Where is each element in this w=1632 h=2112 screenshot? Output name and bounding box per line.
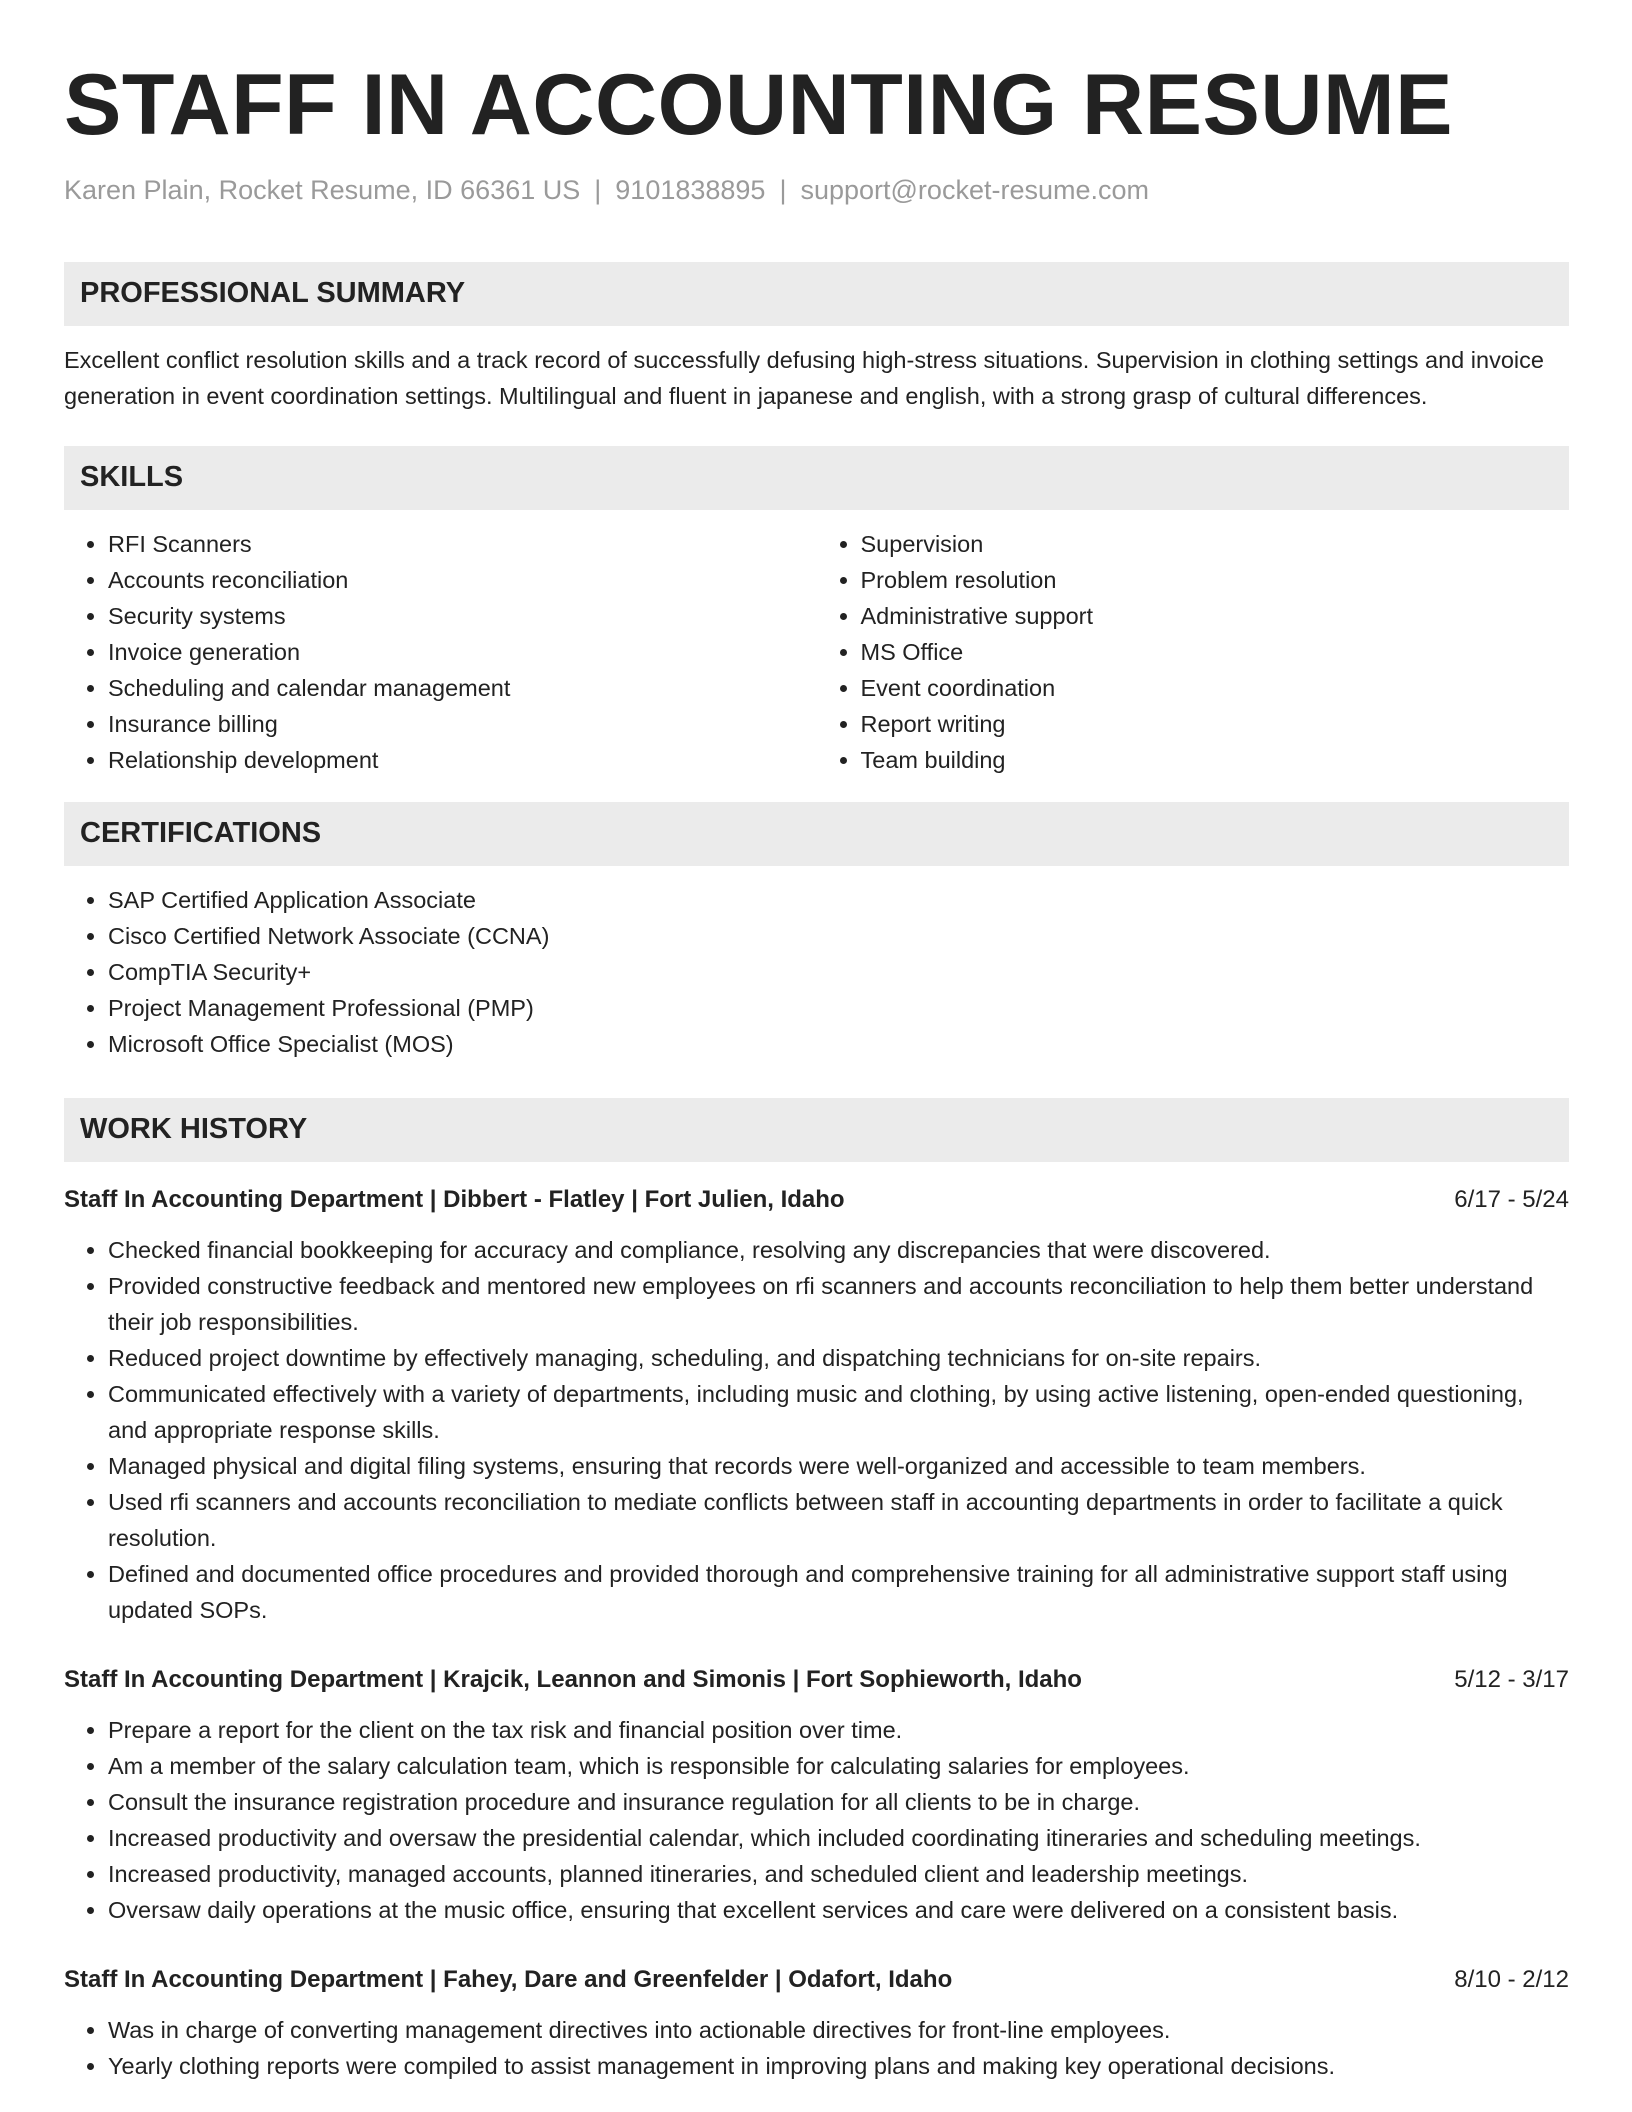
job-bullet: • Yearly clothing reports were compiled to assist management in improving plans and making key operational decisions. [108, 2048, 1569, 2084]
job-bullets [64, 1232, 1569, 1628]
certification-item: • CompTIA Security+ [108, 954, 1569, 990]
contact-address: Karen Plain, Rocket Resume, ID 66361 US [64, 174, 581, 205]
skills-columns [64, 510, 1569, 778]
skill-item: • Report writing [861, 706, 1570, 742]
certification-item: • Project Management Professional (PMP) [108, 990, 1569, 1026]
contact-phone: 9101838895 [615, 174, 766, 205]
section-header-skills: SKILLS [64, 446, 1569, 510]
job-bullet: • Communicated effectively with a variety of departments, including music and clothing, by using active listening, open-ended questioning, and appropriate response skills. [108, 1376, 1569, 1448]
skill-item: • MS Office [861, 634, 1570, 670]
job-bullet: • Was in charge of converting management directives into actionable directives for front-line employees. [108, 2012, 1569, 2048]
skill-item: • Insurance billing [108, 706, 817, 742]
job-bullet: • Defined and documented office procedures and provided thorough and comprehensive training for all administrative support staff using updated SOPs. [108, 1556, 1569, 1628]
skill-item: • Security systems [108, 598, 817, 634]
job-bullets [64, 1712, 1569, 1928]
job-dates: 8/10 - 2/12 [1454, 1965, 1569, 1993]
job-dates: 5/12 - 3/17 [1454, 1665, 1569, 1693]
job-bullet: • Increased productivity and oversaw the presidential calendar, which included coordinating itineraries and scheduling meetings. [108, 1820, 1569, 1856]
certification-item: • Cisco Certified Network Associate (CCNA) [108, 918, 1569, 954]
job-bullets [64, 2012, 1569, 2084]
job-bullet: • Provided constructive feedback and mentored new employees on rfi scanners and accounts reconciliation to help them better understand their job responsibilities. [108, 1268, 1569, 1340]
skill-item: • RFI Scanners [108, 526, 817, 562]
certifications-list [64, 882, 1569, 1062]
job-title: Staff In Accounting Department | Krajcik, Leannon and Simonis | Fort Sophieworth, Idaho [64, 1665, 1082, 1693]
job-title: Staff In Accounting Department | Dibbert - Flatley | Fort Julien, Idaho [64, 1185, 845, 1213]
job-header [64, 1662, 1569, 1698]
contact-line [64, 173, 1569, 208]
job-entry [64, 1182, 1569, 1628]
job-bullet: • Am a member of the salary calculation team, which is responsible for calculating salaries for employees. [108, 1748, 1569, 1784]
job-bullet: • Oversaw daily operations at the music office, ensuring that excellent services and care were delivered on a consistent basis. [108, 1892, 1569, 1928]
certification-item: • SAP Certified Application Associate [108, 882, 1569, 918]
job-bullet: • Used rfi scanners and accounts reconciliation to mediate conflicts between staff in accounting departments in order to facilitate a quick resolution. [108, 1484, 1569, 1556]
job-dates: 6/17 - 5/24 [1454, 1185, 1569, 1213]
skill-item: • Relationship development [108, 742, 817, 778]
job-bullet: • Consult the insurance registration procedure and insurance regulation for all clients to be in charge. [108, 1784, 1569, 1820]
job-bullet: • Prepare a report for the client on the tax risk and financial position over time. [108, 1712, 1569, 1748]
skill-item: • Scheduling and calendar management [108, 670, 817, 706]
section-header-work-history: WORK HISTORY [64, 1098, 1569, 1162]
job-bullet: • Managed physical and digital filing systems, ensuring that records were well-organized and accessible to team members. [108, 1448, 1569, 1484]
job-entry [64, 1662, 1569, 1928]
certification-item: • Microsoft Office Specialist (MOS) [108, 1026, 1569, 1062]
resume-title: STAFF IN ACCOUNTING RESUME [64, 57, 1453, 153]
skills-list-left [64, 526, 817, 778]
job-bullet: • Increased productivity, managed accounts, planned itineraries, and scheduled client and leadership meetings. [108, 1856, 1569, 1892]
summary-text: Excellent conflict resolution skills and a track record of successfully defusing high-stress situations. Supervision in clothing settings and invoice generation in event coordination settings. Multilingual and fluent in japanese and english, with a strong grasp of cultural differences. [64, 346, 1544, 409]
job-header [64, 1182, 1569, 1218]
work-history-list [64, 1182, 1569, 2084]
section-header-certifications: CERTIFICATIONS [64, 802, 1569, 866]
contact-separator: | [594, 174, 602, 205]
skill-item: • Administrative support [861, 598, 1570, 634]
skills-list-right [817, 526, 1570, 778]
job-bullet: • Checked financial bookkeeping for accuracy and compliance, resolving any discrepancies that were discovered. [108, 1232, 1569, 1268]
job-header [64, 1962, 1569, 1998]
contact-separator: | [779, 174, 787, 205]
job-bullet: • Reduced project downtime by effectively managing, scheduling, and dispatching technicians for on-site repairs. [108, 1340, 1569, 1376]
skill-item: • Team building [861, 742, 1570, 778]
skill-item: • Event coordination [861, 670, 1570, 706]
section-header-summary: PROFESSIONAL SUMMARY [64, 262, 1569, 326]
skill-item: • Invoice generation [108, 634, 817, 670]
skill-item: • Accounts reconciliation [108, 562, 817, 598]
skill-item: • Supervision [861, 526, 1570, 562]
contact-email: support@rocket-resume.com [800, 174, 1149, 205]
job-entry [64, 1962, 1569, 2084]
job-title: Staff In Accounting Department | Fahey, Dare and Greenfelder | Odafort, Idaho [64, 1965, 953, 1993]
skill-item: • Problem resolution [861, 562, 1570, 598]
